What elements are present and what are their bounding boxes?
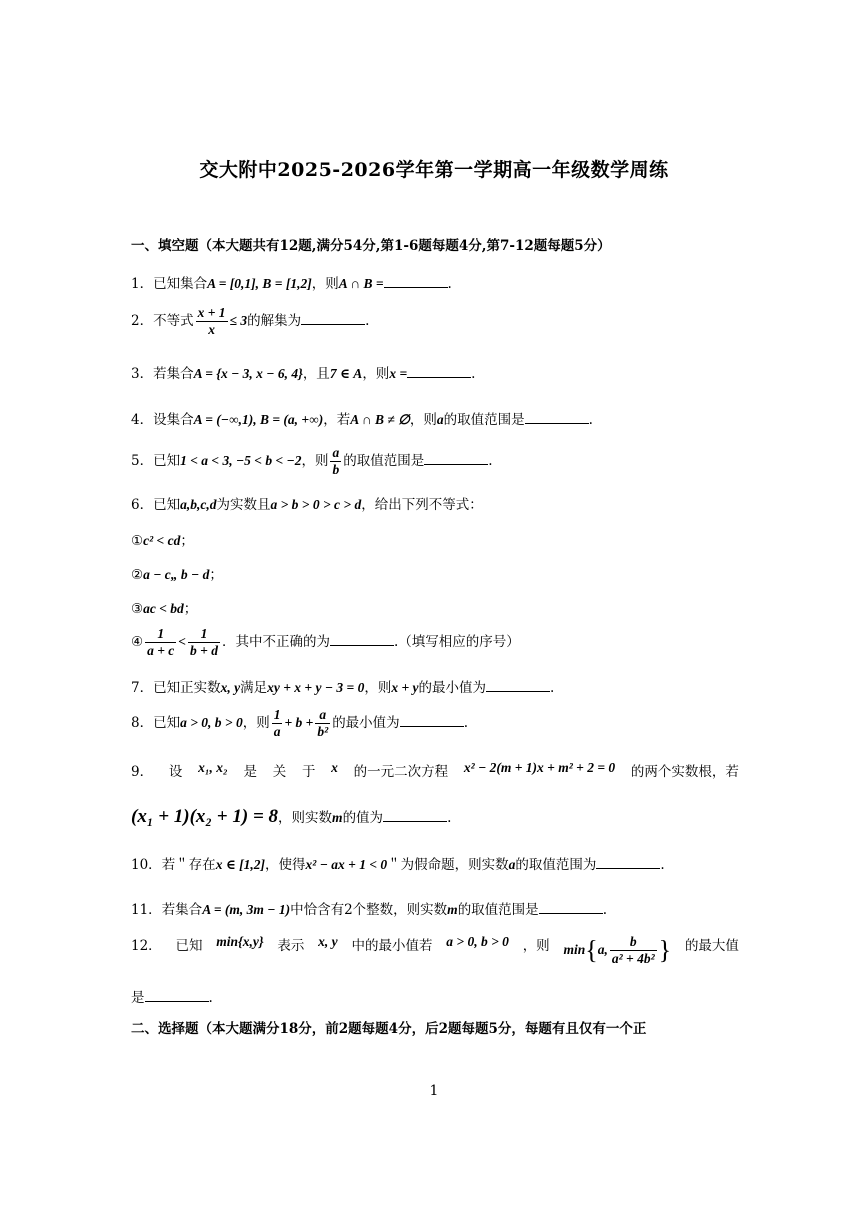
question-text: ，给出下列不等式： <box>361 497 483 513</box>
fraction-numerator: 1 <box>188 626 220 643</box>
fraction-denominator: b + d <box>190 643 218 658</box>
math-expression: min{x,y} <box>216 934 264 949</box>
question-9 <box>131 760 739 780</box>
answer-blank <box>400 714 464 727</box>
question-text: 的取值范围是 <box>343 453 425 469</box>
question-text: . <box>602 902 607 918</box>
question-text: 已知 <box>175 938 203 954</box>
question-text: 的两个实数根，若 <box>630 764 739 780</box>
answer-blank <box>384 275 448 288</box>
math-expression: x + y <box>391 680 419 695</box>
question-text: ，若 <box>323 412 351 428</box>
answer-blank <box>407 365 471 378</box>
answer-blank <box>539 901 603 914</box>
question-number: 12． <box>131 938 162 954</box>
math-expression: min <box>563 942 586 957</box>
question-7 <box>131 676 741 696</box>
math-expression: + b + <box>284 715 314 730</box>
fraction-denominator: a <box>273 724 281 739</box>
brace-right: } <box>658 935 672 965</box>
question-6 <box>131 493 741 513</box>
question-number: 4． <box>131 412 154 428</box>
question-number: 8． <box>131 715 154 731</box>
question-text: ，则实数 <box>278 810 333 826</box>
answer-blank <box>301 312 365 325</box>
question-text: 若集合 <box>153 366 194 382</box>
question-5 <box>131 445 741 478</box>
math-expression: x ∈ [1,2] <box>215 857 266 872</box>
question-number: 6． <box>131 497 154 513</box>
question-text: 中恰含有2个整数，则实数 <box>290 902 448 918</box>
fraction <box>188 626 220 659</box>
math-expression: A ∩ B ≠ ∅ <box>350 412 410 427</box>
fraction <box>145 626 176 659</box>
question-text: 的取值范围是 <box>443 412 525 428</box>
math-expression: ≤ 3 <box>229 313 248 328</box>
page-title: 交大附中2025-2026学年第一学期高一年级数学周练 <box>199 159 669 181</box>
math-expression: x = <box>389 366 408 381</box>
answer-blank <box>596 856 660 869</box>
question-text: 的最小值为 <box>332 715 400 731</box>
fraction-denominator: x <box>208 322 215 337</box>
math-expression: A = (m, 3m − 1) <box>202 902 291 917</box>
question-text: ； <box>183 601 198 617</box>
option-4 <box>131 626 741 659</box>
math-expression: xy + x + y − 3 = 0 <box>267 680 365 695</box>
question-text: ，则 <box>364 680 392 696</box>
answer-blank <box>383 809 447 822</box>
question-text: . <box>488 453 493 469</box>
math-expression: a > 0, b > 0 <box>180 715 243 730</box>
question-number: 5． <box>131 453 154 469</box>
question-text: . <box>447 810 452 826</box>
question-number: 10． <box>131 857 162 873</box>
question-text: 的值为 <box>342 810 384 826</box>
question-4 <box>131 408 741 428</box>
math-expression: a,b,c,d <box>180 497 217 512</box>
question-1 <box>131 272 741 292</box>
fraction-denominator: a + c <box>147 643 175 658</box>
question-text: 已知正实数 <box>153 680 221 696</box>
question-text: 已知 <box>153 715 181 731</box>
answer-blank <box>486 679 550 692</box>
question-text: 的最小值为 <box>418 680 487 696</box>
math-expression: a > b > 0 > c > d <box>270 497 362 512</box>
math-expression: x₁, x₂ <box>198 760 228 775</box>
question-text: ，则 <box>301 453 329 469</box>
question-text: 表示 <box>277 938 305 954</box>
question-number: 9． <box>131 764 154 780</box>
math-expression: A = (−∞,1), B = (a, +∞) <box>193 412 324 427</box>
question-text: 已知集合 <box>153 276 208 292</box>
question-text: 于 <box>301 764 316 780</box>
question-text: 已知 <box>153 497 181 513</box>
question-text: 是 <box>243 764 257 780</box>
question-9-continued <box>131 806 741 828</box>
option-marker: ④ <box>131 634 144 650</box>
question-text: . <box>550 680 555 696</box>
math-expression: 1 < a < 3, −5 < b < −2 <box>180 453 302 468</box>
question-text: ，则 <box>522 938 550 954</box>
question-number: 1． <box>131 276 154 292</box>
answer-blank <box>525 411 589 424</box>
math-expression: A = [0,1], B = [1,2] <box>207 276 312 291</box>
answer-blank <box>330 633 394 646</box>
option-2 <box>131 563 741 583</box>
math-expression: c² < cd <box>143 533 181 548</box>
fraction <box>196 305 228 338</box>
fraction-denominator: b <box>332 462 340 477</box>
question-text: 是 <box>131 990 145 1006</box>
fraction-numerator: x + 1 <box>197 305 226 320</box>
question-text: 若＂存在 <box>161 857 216 873</box>
question-text: 设集合 <box>153 412 194 428</box>
question-number: 11． <box>131 902 162 918</box>
question-text: ，则 <box>409 412 437 428</box>
math-expression: A = {x − 3, x − 6, 4} <box>193 366 303 381</box>
section-heading-multiple-choice: 二、选择题（本大题满分18分，前2题每题4分，后2题每题5分，每题有且仅有一个正 <box>131 1021 647 1037</box>
question-text: . <box>208 990 213 1006</box>
question-text: ； <box>209 567 223 583</box>
question-text: ＂为假命题，则实数 <box>387 857 509 873</box>
math-expression: x, y <box>318 934 338 949</box>
question-text: . <box>365 313 370 329</box>
question-text: ； <box>180 533 194 549</box>
math-expression: (x₁ + 1)(x₂ + 1) = 8 <box>131 806 279 827</box>
math-expression: a <box>436 412 444 427</box>
section-heading-fill-blank: 一、填空题（本大题共有12题,满分54分,第1-6题每题4分,第7-12题每题5分） <box>131 238 611 254</box>
math-expression: m <box>332 810 343 825</box>
question-text: 若集合 <box>161 902 203 918</box>
option-1 <box>131 529 741 549</box>
question-text: 的取值范围为 <box>515 857 597 873</box>
fraction <box>272 707 283 740</box>
question-12-continued <box>131 986 741 1006</box>
fraction-denominator: a² + 4b² <box>611 951 655 966</box>
fraction-numerator: b <box>610 934 657 951</box>
question-2 <box>131 305 741 338</box>
math-expression: x, y <box>220 680 241 695</box>
question-11 <box>131 898 741 918</box>
math-expression: x <box>331 760 338 775</box>
question-text: .（填写相应的序号） <box>393 634 520 650</box>
math-expression: 7 ∈ A <box>329 366 363 381</box>
question-text: 的最大值 <box>684 938 739 954</box>
question-text: ，则 <box>362 366 390 382</box>
question-text: 不等式 <box>153 313 194 329</box>
question-text: ，则 <box>311 276 339 292</box>
fraction-numerator: a <box>332 445 340 460</box>
question-text: 关 <box>272 764 287 780</box>
question-3 <box>131 362 741 382</box>
option-3 <box>131 597 741 617</box>
brace-left: { <box>585 935 598 965</box>
question-text: ，且 <box>302 366 330 382</box>
fraction-denominator: b² <box>317 724 329 739</box>
question-text: 满足 <box>240 680 268 696</box>
question-number: 2． <box>131 313 154 329</box>
question-text: 已知 <box>153 453 181 469</box>
page-number: 1 <box>429 1083 439 1099</box>
fraction-numerator: 1 <box>145 626 176 643</box>
question-text: ，使得 <box>265 857 306 873</box>
question-number: 7． <box>131 680 154 696</box>
question-text: 中的最小值若 <box>351 938 433 954</box>
answer-blank <box>424 452 488 465</box>
question-text: 为实数且 <box>216 497 271 513</box>
question-text: . <box>471 366 476 382</box>
math-expression: a − c„ b − d <box>143 567 210 582</box>
question-text: 的取值范围是 <box>457 902 539 918</box>
question-text: 设 <box>168 764 183 780</box>
math-expression: m <box>447 902 458 917</box>
math-expression: x² − 2(m + 1)x + m² + 2 = 0 <box>463 760 616 775</box>
answer-blank <box>145 989 209 1002</box>
math-expression: x² − ax + 1 < 0 <box>305 857 388 872</box>
math-expression: < <box>178 634 186 649</box>
math-expression: ac < bd <box>143 601 184 616</box>
question-text: 的一元二次方程 <box>353 764 449 780</box>
fraction-numerator: 1 <box>273 707 281 722</box>
fraction <box>610 934 657 967</box>
math-expression: a <box>508 857 516 872</box>
question-text: 的解集为 <box>247 313 302 329</box>
question-text: ．其中不正确的为 <box>221 634 330 650</box>
question-8 <box>131 707 741 740</box>
question-text: . <box>463 715 468 731</box>
math-expression: A ∩ B = <box>338 276 384 291</box>
question-10 <box>131 853 741 873</box>
math-expression: a, <box>597 942 608 957</box>
question-text: . <box>660 857 665 873</box>
option-marker: ③ <box>131 601 144 617</box>
question-text: ，则 <box>242 715 270 731</box>
option-marker: ① <box>131 533 144 549</box>
question-text: . <box>588 412 593 428</box>
min-expression <box>563 934 671 967</box>
fraction <box>330 445 341 478</box>
math-expression: a > 0, b > 0 <box>446 934 509 949</box>
question-12 <box>131 934 739 967</box>
fraction-numerator: a <box>315 707 330 724</box>
fraction <box>315 707 330 740</box>
question-number: 3． <box>131 366 154 382</box>
question-text: . <box>447 276 452 292</box>
option-marker: ② <box>131 567 144 583</box>
